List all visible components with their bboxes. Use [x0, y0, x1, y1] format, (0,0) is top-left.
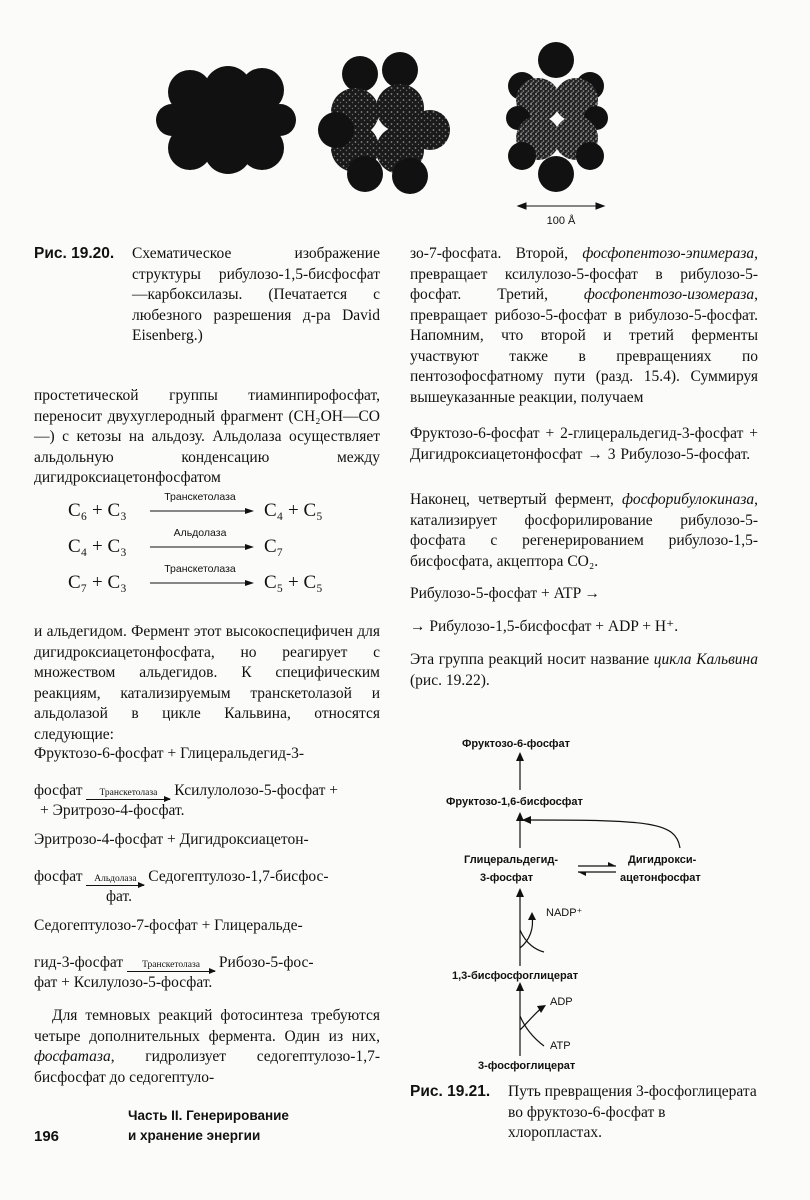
equation-part: Рибозо-5-фос-	[218, 953, 314, 971]
paragraph: Для темновых реакций фотосинтеза требуются четыре дополнительных фермента. Один из них, фосфатаза, гидролизует седогептулозо-1,7-бисфосфат до седогептуло-	[34, 1007, 380, 1086]
enzyme-label: Транскетолаза	[99, 787, 158, 798]
reaction-enzyme: Альдолаза	[173, 527, 227, 539]
node-3-phosphoglycerate: 3-фосфоглицерат	[478, 1060, 576, 1072]
cofactor-atp: ATP	[550, 1040, 571, 1052]
equation-line: → Рибулозо-1,5-бисфосфат + ADP + H⁺.	[410, 617, 679, 635]
equation-line: Эритрозо-4-фосфат + Дигидроксиацетон-	[34, 831, 309, 848]
term-phosphatase: фосфатаза	[34, 1048, 111, 1065]
term-phosphoribulokinase: фосфорибулокиназа	[622, 491, 755, 508]
right-column-para3	[410, 650, 758, 691]
reaction-left: C₄ + C₃	[68, 536, 127, 557]
running-footer	[128, 1106, 289, 1146]
page-number: 196	[34, 1128, 60, 1145]
equation-line	[34, 867, 380, 888]
scale-label: 100 Å	[546, 215, 576, 227]
node-dhap-line1: Дигидрокси-	[628, 854, 697, 866]
reaction-right: C₅ + C₅	[264, 572, 323, 593]
figure-19-21-caption	[410, 1082, 758, 1144]
figure-caption-text: Схематическое изображение структуры рибулозо-1,5-бисфосфат—карбоксилазы. (Печатается с любезного разрешения д-ра David Eisenberg.)	[132, 245, 380, 344]
left-column-end	[34, 1006, 380, 1088]
paragraph: Эта группа реакций носит название цикла Кальвина (рис. 19.22).	[410, 651, 758, 689]
equation-part: Ксилулолозо-5-фосфат +	[174, 781, 339, 799]
reaction-left: C₆ + C₃	[68, 500, 127, 521]
reaction-row	[68, 491, 368, 524]
equation-transketolase-1	[34, 744, 380, 822]
right-column-para2	[410, 490, 758, 572]
equation-line	[34, 953, 380, 974]
left-column-cont	[34, 622, 380, 745]
equation-kinase	[410, 584, 758, 637]
paragraph: и альдегидом. Фермент этот высокоспецифичен для дигидроксиацетонфосфата, но реагирует с множеством альдегидов. К специфическим реакциям, катализируемым транскетолазой и альдолазой в цикле Кальвина, относятся следующие:	[34, 623, 380, 743]
paragraph: Наконец, четвертый фермент, фосфорибулокиназа, катализирует фосфорилирование рибулозо-5-фосфата с регенерированием рибулозо-1,5-бисфосфата, акцептора CO₂.	[410, 491, 758, 570]
model-view-top	[506, 42, 608, 192]
reaction-enzyme: Транскетолаза	[164, 563, 236, 575]
reaction-enzyme: Транскетолаза	[164, 491, 236, 503]
node-glyceraldehyde-3-phosphate-line1: Глицеральдегид-	[464, 854, 558, 866]
equation-line: Седогептулозо-7-фосфат + Глицеральде-	[34, 917, 303, 934]
reaction-row	[68, 527, 368, 560]
figure-19-20-caption	[34, 244, 380, 347]
left-column	[34, 386, 380, 489]
paragraph: простетической группы тиаминпирофосфат, переносит двухуглеродный фрагмент (CH₂OH—CO—) с кетозы на альдозу. Альдолаза осуществляет альдольную конденсацию между дигидроксиацетонфосфатом	[34, 387, 380, 486]
equation-line: + Эритрозо-4-фосфат.	[40, 802, 185, 819]
equation-line: фат.	[106, 888, 133, 905]
enzyme-arrow	[86, 788, 170, 800]
right-column	[410, 244, 758, 408]
pathway-diagram	[440, 730, 740, 1070]
enzyme-label: Транскетолаза	[142, 959, 200, 970]
model-view-side	[156, 66, 296, 174]
node-fructose-6-phosphate: Фруктозо-6-фосфат	[462, 738, 571, 750]
cofactor-nadp: NADP⁺	[546, 907, 583, 919]
equation-line: фат + Ксилулозо-5-фосфат.	[34, 974, 213, 991]
enzyme-label: Альдолаза	[94, 873, 137, 884]
reaction-row	[68, 563, 368, 596]
equation-part: Седогептулозо-1,7-бисфос-	[148, 867, 329, 885]
model-view-tilted	[318, 52, 450, 194]
figure-number: Рис. 19.20.	[34, 245, 115, 262]
equation-transketolase-2	[34, 916, 380, 994]
term-isomerase: фосфопентозо-изомераза	[583, 286, 755, 303]
rubisco-structure-figure	[150, 38, 630, 238]
enzyme-arrow	[86, 874, 144, 886]
enzyme-arrow	[127, 960, 215, 972]
term-calvin-cycle: цикла Кальвина	[653, 651, 758, 668]
paragraph: зо-7-фосфата. Второй, фосфопентозо-эпимераза, превращает ксилулозо-5-фосфат в рибулозо-5-фосфат. Третий, фосфопентозо-изомераза, превращает рибозо-5-фосфат в рибулозо-5-фосфат. Напомним, что второй и третий ферменты участвуют также в превращениях по пентозофосфатному пути (разд. 15.4). Суммируя вышеуказанные реакции, получаем	[410, 245, 758, 406]
equation-part: фосфат	[34, 867, 83, 885]
pathway-arrows	[440, 730, 740, 1070]
equation-line	[34, 781, 380, 802]
equation-aldolase	[34, 830, 380, 908]
term-epimerase: фосфопентозо-эпимераза	[582, 245, 755, 262]
equation-part: гид-3-фосфат	[34, 953, 124, 971]
running-footer-line: и хранение энергии	[128, 1128, 261, 1143]
node-fructose-1-6-bisphosphate: Фруктозо-1,6-бисфосфат	[446, 796, 583, 808]
equation-part: фосфат	[34, 781, 83, 799]
reaction-right: C₇	[264, 536, 284, 557]
reaction-left: C₇ + C₃	[68, 572, 127, 593]
node-glyceraldehyde-3-phosphate-line2: 3-фосфат	[480, 872, 534, 884]
scale-bar	[518, 203, 604, 209]
running-footer-line: Часть II. Генерирование	[128, 1108, 289, 1123]
reaction-right: C₄ + C₅	[264, 500, 323, 521]
node-1-3-bisphosphoglycerate: 1,3-бисфосфоглицерат	[452, 970, 579, 982]
figure-caption-text: Путь превращения 3-фосфоглицерата во фруктозо-6-фосфат в хлоропластах.	[508, 1083, 757, 1141]
node-dhap-line2: ацетонфосфат	[620, 872, 701, 884]
equation-line: Рибулозо-5-фосфат + ATP →	[410, 585, 601, 602]
summary-equation	[410, 424, 758, 465]
equation-line: Фруктозо-6-фосфат + Глицеральдегид-3-	[34, 745, 305, 762]
cofactor-adp: ADP	[550, 996, 573, 1008]
equation: Фруктозо-6-фосфат + 2-глицеральдегид-3-фосфат + Дигидроксиацетонфосфат → 3 Рибулозо-5-фосфат.	[410, 425, 758, 463]
figure-number: Рис. 19.21.	[410, 1083, 491, 1100]
